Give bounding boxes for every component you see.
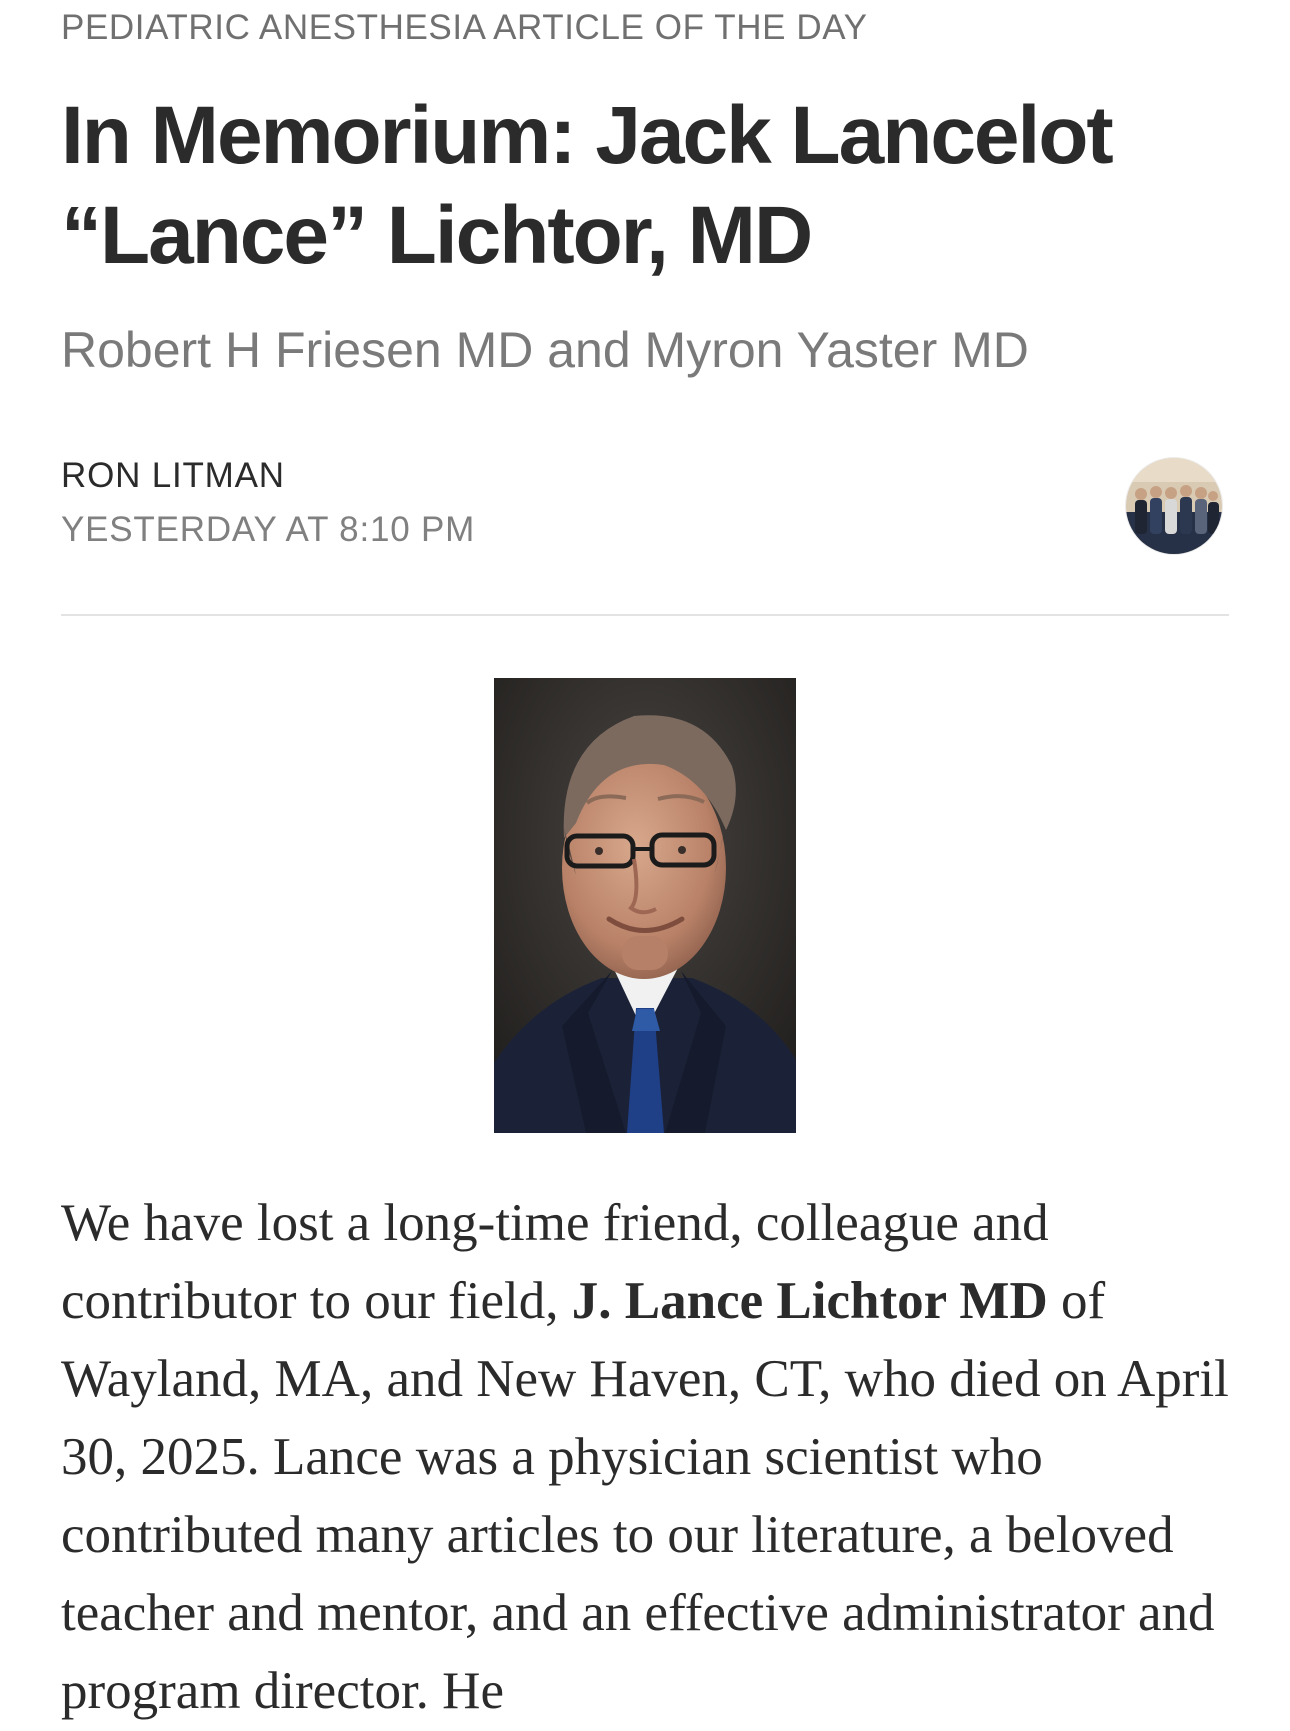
highlighted-name: J. Lance Lichtor MD (571, 1272, 1048, 1330)
group-photo-avatar-icon (1126, 458, 1222, 554)
article-kicker[interactable]: PEDIATRIC ANESTHESIA ARTICLE OF THE DAY (61, 8, 868, 47)
article-title-line-1: In Memorium: Jack Lancelot (61, 90, 1112, 181)
author-link[interactable]: RON LITMAN (61, 456, 285, 495)
body-text-part-2: of Wayland, MA, and New Haven, CT, who died on April 30, 2025. Lance was a physician scientist who contributed many articles to our literature, a beloved teacher and mentor, and an effective administrator and program director. He (61, 1272, 1229, 1720)
publish-date: YESTERDAY AT 8:10 PM (61, 510, 476, 549)
portrait-photo-icon (494, 678, 796, 1133)
body-text-part-1: We have lost a long-time friend, colleague and contributor to our field, (61, 1194, 1049, 1330)
author-avatar[interactable] (1126, 458, 1222, 554)
article-subtitle: Robert H Friesen MD and Myron Yaster MD (61, 322, 1029, 378)
header-divider (61, 614, 1229, 616)
byline (61, 454, 475, 552)
article-body-paragraph (61, 1184, 1241, 1730)
article-title (61, 86, 1241, 286)
memorial-portrait[interactable] (494, 678, 796, 1133)
article-title-line-2: “Lance” Lichtor, MD (61, 190, 812, 281)
